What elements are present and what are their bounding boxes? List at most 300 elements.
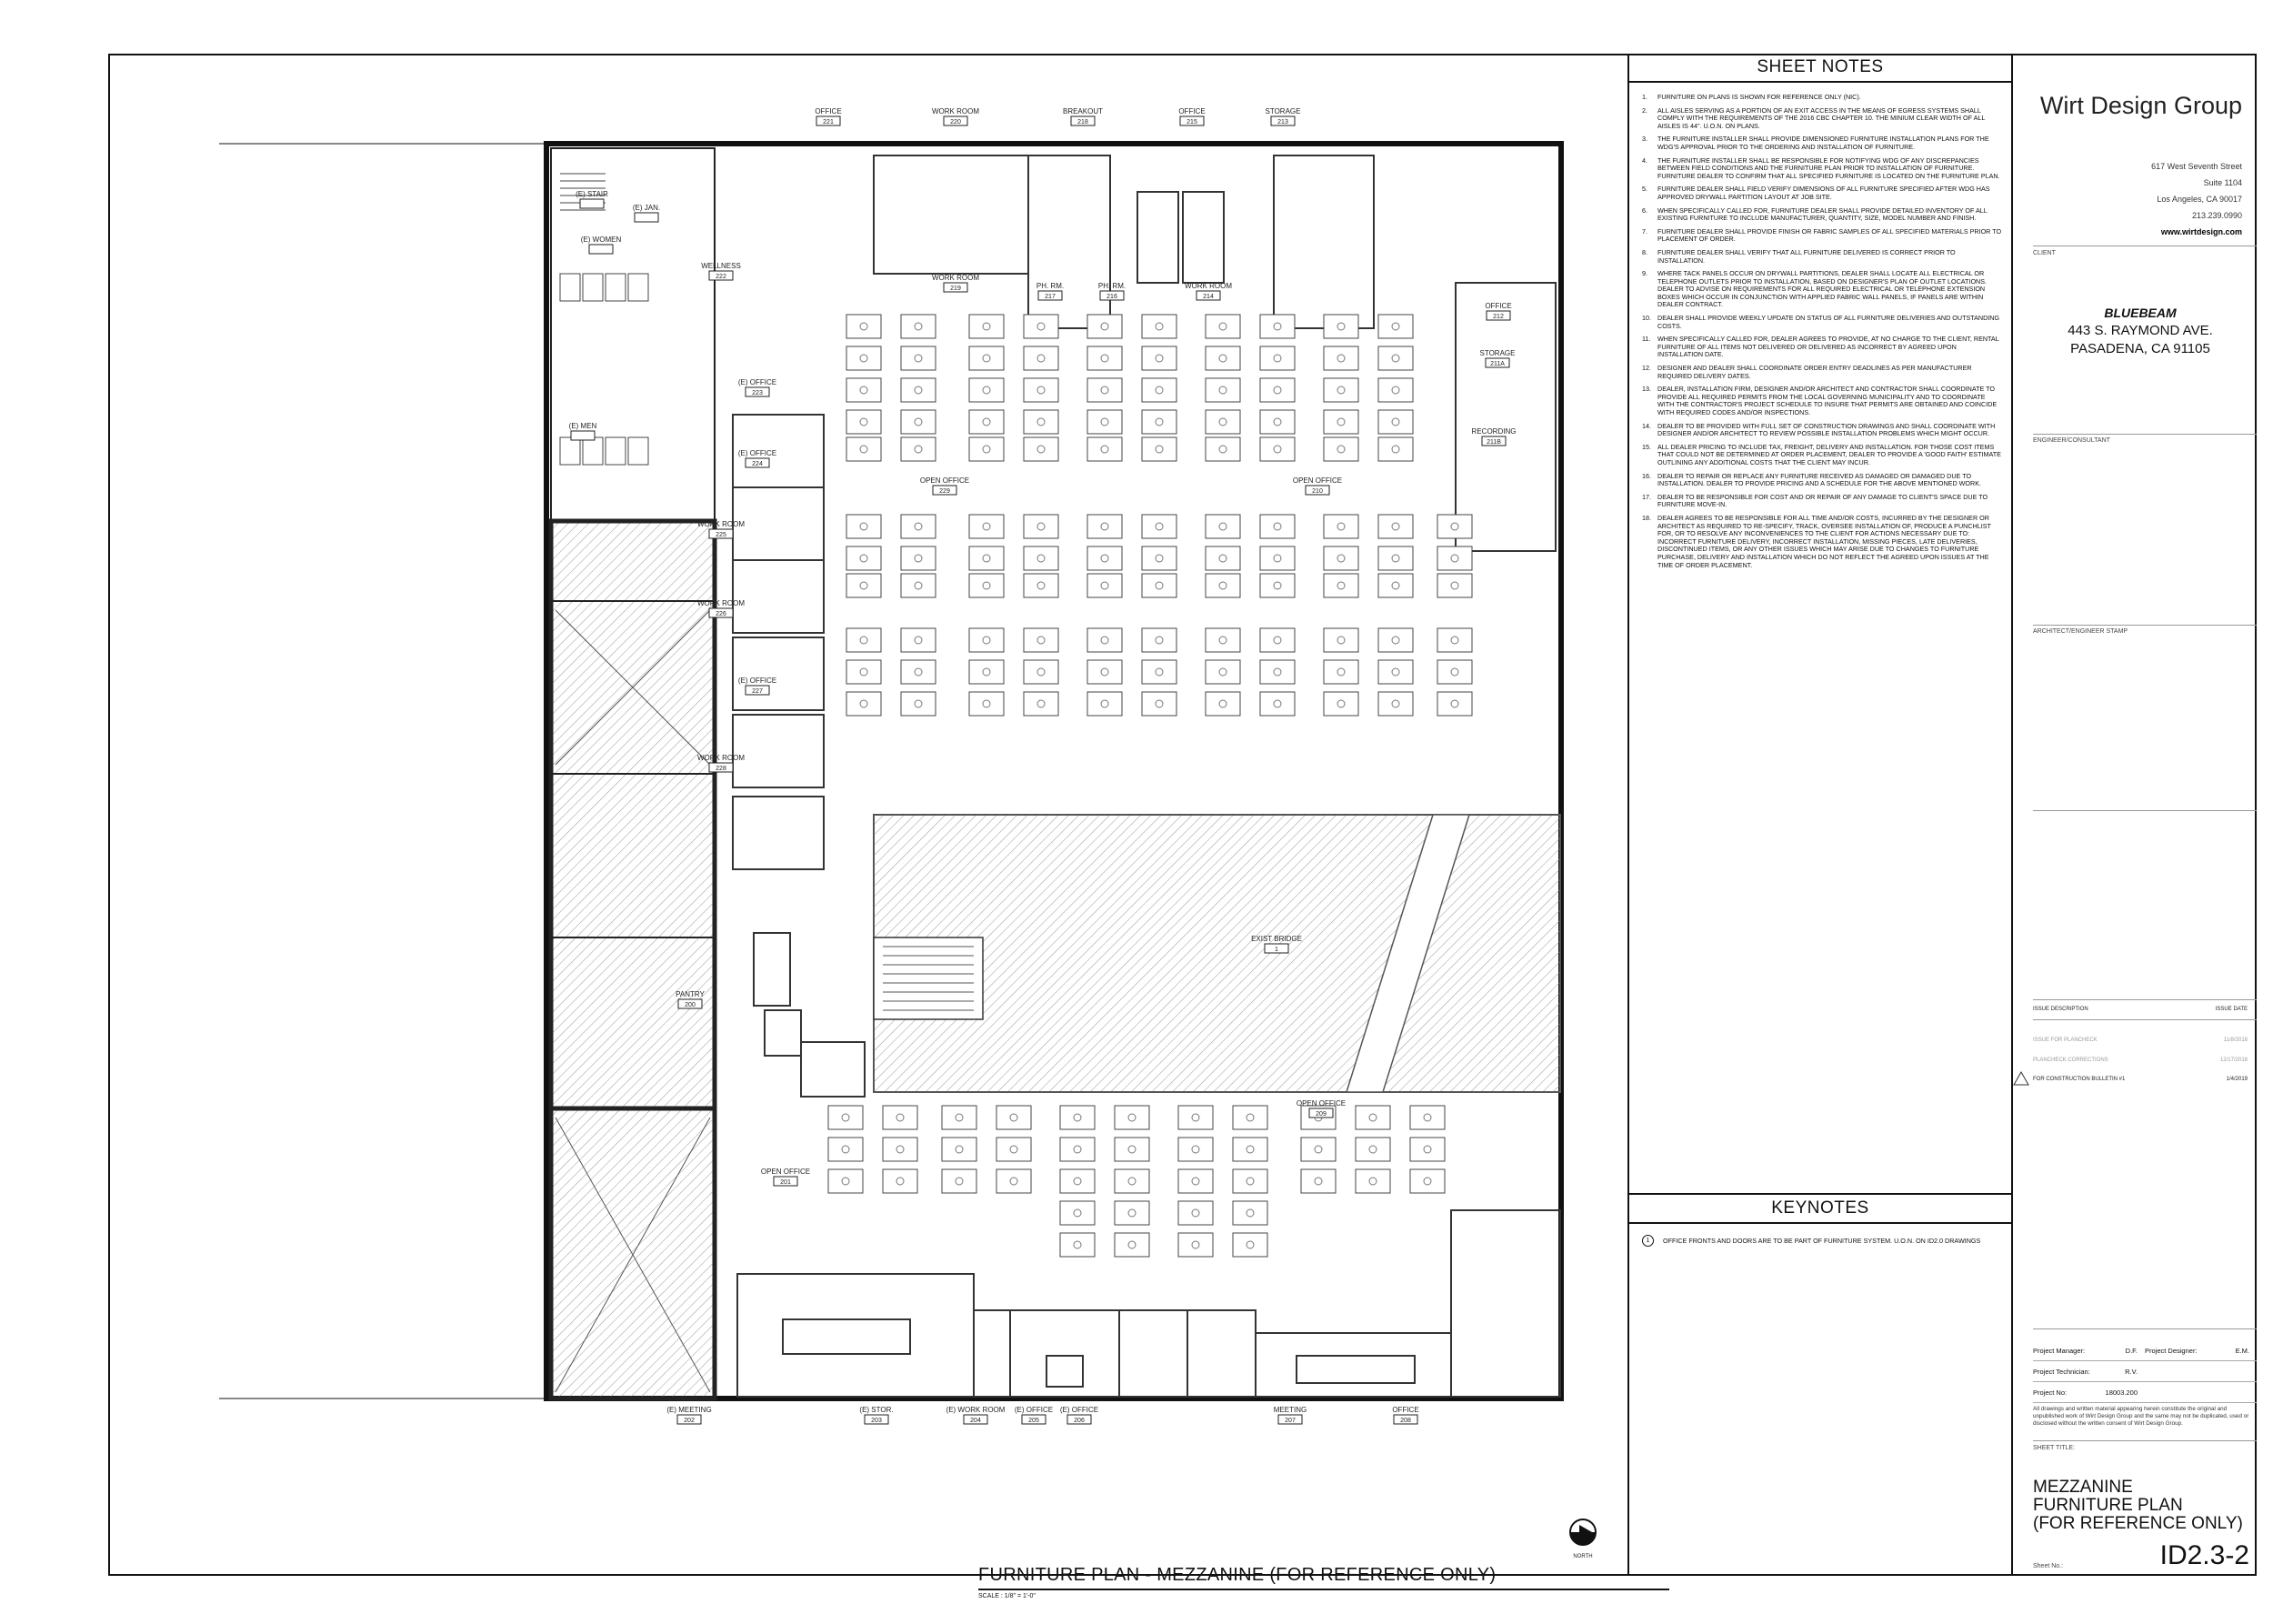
note-text: THE FURNITURE INSTALLER SHALL PROVIDE DIMENSIONED FURNITURE INSTALLATION PLANS FOR THE WDG'S APPROVAL PRIOR TO THE ORDERING AND INSTALLATION OF FURNITURE. xyxy=(1657,135,1989,151)
pno-value: 18003.200 xyxy=(2105,1388,2138,1397)
note-number: 12. xyxy=(1642,364,1651,373)
firm-name: Wirt Design Group xyxy=(2039,92,2242,119)
workstation xyxy=(1142,346,1177,370)
workstation xyxy=(1024,437,1058,461)
room-number-box xyxy=(635,213,658,222)
issue-desc-label: ISSUE DESCRIPTION xyxy=(2033,1007,2088,1012)
workstation xyxy=(1378,410,1413,434)
pd-value: E.M. xyxy=(2235,1346,2249,1355)
note-number: 16. xyxy=(1642,471,1651,480)
workstation xyxy=(1233,1138,1267,1161)
workstation xyxy=(1260,315,1295,338)
workstation xyxy=(1060,1106,1095,1129)
room-number: 223 xyxy=(752,390,763,396)
note-number: 17. xyxy=(1642,492,1651,501)
pantry-core xyxy=(754,933,865,1097)
project-info-table xyxy=(2033,1340,2257,1403)
workstation xyxy=(969,515,1004,538)
workstation xyxy=(1178,1169,1213,1193)
workstation xyxy=(1178,1233,1213,1257)
workstation xyxy=(1060,1138,1095,1161)
sheet-title-line: MEZZANINE xyxy=(2033,1478,2133,1497)
room-name: WELLNESS xyxy=(701,262,741,270)
room-name: WORK ROOM xyxy=(697,754,745,762)
workstation xyxy=(883,1169,917,1193)
workstation xyxy=(1142,315,1177,338)
project-row xyxy=(2033,1340,2257,1361)
workstation xyxy=(1378,346,1413,370)
sheet-note-item xyxy=(1642,386,2002,416)
note-number: 5. xyxy=(1642,185,1647,194)
room-number: 217 xyxy=(1045,294,1056,300)
workstation xyxy=(1087,546,1122,570)
note-text: DEALER TO BE RESPONSIBLE FOR COST AND OR REPAIR OF ANY DAMAGE TO CLIENT'S SPACE DUE TO FURNITURE MOVE-IN. xyxy=(1657,492,1988,509)
north-label: NORTH xyxy=(1573,1554,1593,1559)
room-name: WORK ROOM xyxy=(1185,282,1232,290)
issue-row xyxy=(2033,1038,2248,1043)
workstation xyxy=(969,437,1004,461)
room-number: 211A xyxy=(1490,361,1505,367)
workstation xyxy=(1410,1169,1445,1193)
issue-desc: ISSUE FOR PLANCHECK xyxy=(2033,1038,2098,1043)
room-number: 204 xyxy=(970,1418,981,1424)
workstation-clusters xyxy=(828,315,1472,1257)
workstation xyxy=(901,315,936,338)
workstation xyxy=(1324,546,1358,570)
room-tag xyxy=(1472,427,1517,446)
room-tag xyxy=(761,1168,810,1186)
workstation xyxy=(1024,410,1058,434)
room-number: 228 xyxy=(716,766,726,772)
note-number: 9. xyxy=(1642,269,1647,278)
room-name: (E) JAN. xyxy=(632,204,661,212)
workstation xyxy=(846,692,881,716)
room-tag xyxy=(815,107,841,125)
room-name: WORK ROOM xyxy=(932,274,979,282)
room-name: WORK ROOM xyxy=(697,599,745,607)
workstation xyxy=(1437,515,1472,538)
note-number: 1. xyxy=(1642,93,1647,101)
room-number: 209 xyxy=(1316,1111,1327,1118)
room-tag xyxy=(946,1406,1006,1424)
room-tag xyxy=(1063,107,1103,125)
room-name: (E) OFFICE xyxy=(737,677,777,685)
workstation xyxy=(1324,315,1358,338)
room-name: MEETING xyxy=(1273,1406,1307,1414)
room-tag xyxy=(1098,282,1126,300)
stamp-label: ARCHITECT/ENGINEER STAMP xyxy=(2033,628,2128,635)
room-tag xyxy=(1485,302,1511,320)
note-text: FURNITURE ON PLANS IS SHOWN FOR REFERENCE ONLY (NIC). xyxy=(1657,93,1861,101)
room-tag xyxy=(932,274,979,292)
note-number: 13. xyxy=(1642,385,1651,394)
room-tag xyxy=(1036,282,1064,300)
left-offices xyxy=(733,415,824,869)
workstation xyxy=(1206,574,1240,597)
room-name: WORK ROOM xyxy=(697,520,745,528)
room-tag xyxy=(920,476,969,495)
workstation xyxy=(1410,1106,1445,1129)
note-text: WHEN SPECIFICALLY CALLED FOR, FURNITURE DEALER SHALL PROVIDE DETAILED INVENTORY OF ALL EXISTING FURNITURE TO INCLUDE MANUFACTURER, QUANTITY, SIZE, MODEL NUMBER AND FINISH. xyxy=(1657,206,1988,223)
workstation xyxy=(828,1138,863,1161)
workstation xyxy=(1233,1233,1267,1257)
workstation xyxy=(1206,660,1240,684)
issue-header xyxy=(2033,1007,2248,1012)
room-name: OFFICE xyxy=(1485,302,1512,310)
room-tag xyxy=(738,378,776,396)
workstation xyxy=(1260,515,1295,538)
room-tag xyxy=(1178,107,1205,125)
note-number: 6. xyxy=(1642,206,1647,215)
workstation xyxy=(1260,628,1295,652)
room-name: (E) STAIR xyxy=(576,190,608,198)
sheet-note-item xyxy=(1642,315,2002,330)
note-text: WHEN SPECIFICALLY CALLED FOR, DEALER AGREES TO PROVIDE, AT NO CHARGE TO THE CLIENT, RENTAL FURNITURE OF ALL ITEMS NOT DELIVERED OR DELIVERED AS INCORRECT BY AGREED UPON INSTALLATION DATE. xyxy=(1657,335,1999,359)
note-text: ALL DEALER PRICING TO INCLUDE TAX, FREIGHT, DELIVERY AND INSTALLATION. FOR THOSE COST ITEMS THAT COULD NOT BE DETERMINED AT ORDER PLACEMENT, DEALER TO PROVIDE A 'GOOD FAITH' ESTIMATE OUTLINING ANY ADDITIONAL COSTS THAT THE CLIENT MAY INCUR. xyxy=(1657,442,2001,466)
workstation xyxy=(1060,1169,1095,1193)
workstation xyxy=(1260,437,1295,461)
room-number: 218 xyxy=(1077,119,1088,125)
workstation xyxy=(1024,692,1058,716)
room-tag xyxy=(576,190,608,208)
workstation xyxy=(1115,1138,1149,1161)
workstation xyxy=(1378,437,1413,461)
workstation xyxy=(969,628,1004,652)
room-number: 201 xyxy=(780,1179,791,1186)
workstation xyxy=(1087,315,1122,338)
workstation xyxy=(1142,437,1177,461)
room-number: 222 xyxy=(716,274,726,280)
room-tag xyxy=(1185,282,1232,300)
room-number: 224 xyxy=(752,461,763,467)
room-tag xyxy=(633,204,660,222)
sheet-note-item xyxy=(1642,336,2002,359)
floor-plan-drawing xyxy=(110,55,1627,1574)
workstation xyxy=(1115,1233,1149,1257)
room-tag xyxy=(1015,1406,1053,1424)
note-text: FURNITURE DEALER SHALL VERIFY THAT ALL FURNITURE DELIVERED IS CORRECT PRIOR TO INSTALLATION. xyxy=(1657,247,1956,265)
workstation xyxy=(883,1138,917,1161)
workstation xyxy=(1060,1201,1095,1225)
workstation xyxy=(846,660,881,684)
issue-date-label: ISSUE DATE xyxy=(2215,1007,2248,1012)
workstation xyxy=(846,315,881,338)
workstation xyxy=(1206,692,1240,716)
sheet-note-item xyxy=(1642,228,2002,244)
workstation xyxy=(1115,1169,1149,1193)
workstation xyxy=(846,437,881,461)
divider xyxy=(2033,1019,2257,1020)
room-number-box xyxy=(589,245,613,254)
divider xyxy=(2033,434,2257,435)
room-tag xyxy=(1274,1406,1307,1424)
sheet-number: ID2.3-2 xyxy=(2159,1540,2249,1570)
workstation xyxy=(1087,660,1122,684)
client-label: CLIENT xyxy=(2033,250,2056,256)
room-name: STORAGE xyxy=(1479,349,1516,357)
note-text: WHERE TACK PANELS OCCUR ON DRYWALL PARTITIONS, DEALER SHALL LOCATE ALL ELECTRICAL OR TELEPHONE OUTLETS PRIOR TO INSTALLATION, BASED ON DESIGNER'S PLAN OF OUTLET LOCATIONS. DEALER TO ADVISE ON REQUIREMENTS FOR ALL REQUIRED ELECTRICAL OR TELEPHONE EXTENSION BOXES WHICH OCCUR IN CONJUNCTION WITH APPLIED FABRIC WALL PANELS, IF PANELS ARE WITHIN DEALER CONTRACT. xyxy=(1657,269,1988,309)
workstation xyxy=(1324,378,1358,402)
workstation xyxy=(1024,346,1058,370)
workstation xyxy=(1024,515,1058,538)
plan-title-underline xyxy=(978,1589,1669,1590)
issue-desc: FOR CONSTRUCTION BULLETIN #1 xyxy=(2033,1077,2126,1082)
room-tag xyxy=(666,1406,711,1424)
workstation xyxy=(1356,1138,1390,1161)
room-tag xyxy=(1480,349,1516,367)
workstation xyxy=(996,1106,1031,1129)
workstation xyxy=(1087,574,1122,597)
workstation xyxy=(1024,546,1058,570)
workstation xyxy=(1260,660,1295,684)
workstation xyxy=(1410,1138,1445,1161)
keynote-number: 1 xyxy=(1642,1235,1654,1247)
workstation xyxy=(969,660,1004,684)
room-tag xyxy=(1266,107,1301,125)
workstation xyxy=(1142,574,1177,597)
workstation xyxy=(969,410,1004,434)
workstation xyxy=(1115,1106,1149,1129)
room-number: 226 xyxy=(716,611,726,617)
workstation xyxy=(901,660,936,684)
room-number: 227 xyxy=(752,688,763,695)
pm-value: D.F. xyxy=(2125,1346,2138,1355)
room-number: 205 xyxy=(1028,1418,1039,1424)
room-number: 208 xyxy=(1400,1418,1411,1424)
note-number: 3. xyxy=(1642,135,1647,144)
workstation xyxy=(942,1169,976,1193)
workstation xyxy=(1378,515,1413,538)
workstation xyxy=(1206,546,1240,570)
client-address-2: PASADENA, CA 91105 xyxy=(2070,341,2210,356)
workstation xyxy=(1178,1106,1213,1129)
room-name: BREAKOUT xyxy=(1062,107,1104,115)
client-info xyxy=(2033,304,2248,358)
workstation xyxy=(883,1106,917,1129)
sheet-note-item xyxy=(1642,270,2002,309)
room-name: STORAGE xyxy=(1265,107,1301,115)
note-text: THE FURNITURE INSTALLER SHALL BE RESPONSIBLE FOR NOTIFYING WDG OF ANY DISCREPANCIES BETWEEN FIELD CONDITIONS AND THE FURNITURE PLAN PRIOR TO INSTALLATION OF FURNITURE. FURNITURE DEALER TO CONFIRM THAT ALL SPECIFIED FURNITURE IS LOCATED ON THE FURNITURE PLAN. xyxy=(1657,155,2000,180)
room-tag xyxy=(1293,476,1342,495)
room-number-box xyxy=(580,199,604,208)
workstation xyxy=(969,546,1004,570)
sheet-note-item xyxy=(1642,207,2002,223)
room-number: 207 xyxy=(1285,1418,1296,1424)
workstation xyxy=(1142,410,1177,434)
room-name: OPEN OFFICE xyxy=(760,1168,811,1176)
workstation xyxy=(1378,315,1413,338)
disclaimer: All drawings and written material appearing herein constitute the original and unpublished work of Wirt Design Group and the same may not be duplicated, used or disclosed without the written consent of Wirt Design Group. xyxy=(2033,1406,2249,1427)
room-tag xyxy=(1060,1406,1098,1424)
workstation xyxy=(1260,692,1295,716)
note-text: DEALER TO REPAIR OR REPLACE ANY FURNITURE RECEIVED AS DAMAGED OR DAMAGED DUE TO INSTALLATION. DEALER TO PROVIDE PRICING AND A SCHEDULE FOR THE ABOVE MENTIONED WORK. xyxy=(1657,471,1981,488)
note-text: FURNITURE DEALER SHALL FIELD VERIFY DIMENSIONS OF ALL FURNITURE SPECIFIED AFTER WDG HAS APPROVED DRYWALL PARTITION LAYOUT AT JOB SITE. xyxy=(1657,185,1990,201)
room-number: 229 xyxy=(939,488,950,495)
note-number: 7. xyxy=(1642,226,1647,236)
workstation xyxy=(1206,315,1240,338)
left-core xyxy=(551,148,715,1398)
note-text: ALL AISLES SERVING AS A PORTION OF AN EXIT ACCESS IN THE MEANS OF EGRESS SYSTEMS SHALL COMPLY WITH THE REQUIREMENTS OF THE 2016 CBC CHAPTER 10. THE MINIUM CLEAR WIDTH OF ALL AISLES IS 44". U.O.N. ON PLANS. xyxy=(1657,105,1986,130)
room-tag xyxy=(569,422,597,440)
floor-plan xyxy=(110,55,1627,1599)
workstation xyxy=(1437,574,1472,597)
workstation xyxy=(1024,574,1058,597)
workstation xyxy=(1324,628,1358,652)
workstation xyxy=(1087,628,1122,652)
workstation xyxy=(1324,515,1358,538)
project-row xyxy=(2033,1382,2257,1403)
note-number: 8. xyxy=(1642,247,1647,256)
sheet-note-item xyxy=(1642,135,2002,151)
room-name: EXIST BRIDGE xyxy=(1251,935,1302,943)
room-name: (E) WORK ROOM xyxy=(946,1406,1006,1414)
client-name: BLUEBEAM xyxy=(2104,306,2177,320)
issue-date: 12/17/2018 xyxy=(2219,1058,2248,1063)
workstation xyxy=(846,515,881,538)
workstation xyxy=(828,1169,863,1193)
room-number: 225 xyxy=(716,532,726,538)
workstation xyxy=(901,628,936,652)
workstation xyxy=(1024,628,1058,652)
sheet-note-item xyxy=(1642,365,2002,380)
room-name: PANTRY xyxy=(676,990,705,998)
project-row xyxy=(2033,1361,2257,1382)
room-name: (E) OFFICE xyxy=(1014,1406,1054,1414)
workstation xyxy=(1260,410,1295,434)
workstation xyxy=(1260,378,1295,402)
keynotes-title: KEYNOTES xyxy=(1629,1193,2011,1224)
workstation xyxy=(901,574,936,597)
workstation xyxy=(846,628,881,652)
workstation xyxy=(1142,546,1177,570)
room-name: OFFICE xyxy=(1178,107,1206,115)
workstation xyxy=(1437,628,1472,652)
divider xyxy=(2033,625,2257,626)
sheet-title-label: SHEET TITLE: xyxy=(2033,1445,2076,1451)
room-number: 221 xyxy=(823,119,834,125)
room-tag xyxy=(738,449,776,467)
workstation xyxy=(1378,546,1413,570)
workstation xyxy=(1324,410,1358,434)
room-number: 202 xyxy=(684,1418,695,1424)
sheet-title-line: (FOR REFERENCE ONLY) xyxy=(2033,1514,2243,1533)
workstation xyxy=(1260,546,1295,570)
issue-row xyxy=(2033,1058,2248,1063)
sheet-note-item xyxy=(1642,494,2002,509)
workstation xyxy=(1024,378,1058,402)
note-text: DEALER AGREES TO BE RESPONSIBLE FOR ALL TIME AND/OR COSTS, INCURRED BY THE DESIGNER OR ARCHITECT AS REQUIRED TO RE-SPECIFY, TRACK, OVERSEE INSTALLATION OF, PRODUCE A PUNCHLIST FOR, OR TO RESOLVE ANY INCONVENIENCES TO THE CLIENT FOR ACTIONS NECESSARY DUE TO: INCORRECT FURNITURE DELIVERY, INCORRECT INSTALLATION, MISSING PIECES, LATE DELIVERIES, DISCONTINUED ITEMS, OR ANY OTHER ISSUES WHICH MAY ARISE DUE TO CHANGES TO FURNITURE PURCHASE, DELIVERY AND INSTALLATION WHICH DO NOT REFLECT THE AGREED UPON ISSUES AT THE TIME OF ORDER PLACEMENT. xyxy=(1657,513,1991,569)
room-tag xyxy=(1392,1406,1418,1424)
keynotes-section xyxy=(1629,1193,2011,1258)
sheet-note-item xyxy=(1642,444,2002,467)
title-block xyxy=(2013,54,2257,1576)
room-name: (E) OFFICE xyxy=(1059,1406,1099,1414)
workstation xyxy=(996,1169,1031,1193)
room-tag xyxy=(581,236,622,254)
room-number: 206 xyxy=(1074,1418,1085,1424)
note-number: 4. xyxy=(1642,155,1647,165)
workstation xyxy=(969,574,1004,597)
workstation xyxy=(846,546,881,570)
workstation xyxy=(1260,346,1295,370)
room-name: OFFICE xyxy=(1392,1406,1419,1414)
room-tag xyxy=(676,990,705,1008)
room-number: 216 xyxy=(1106,294,1117,300)
room-number: 212 xyxy=(1493,314,1504,320)
room-number: 219 xyxy=(950,286,961,292)
workstation xyxy=(1206,378,1240,402)
room-number: 203 xyxy=(871,1418,882,1424)
sheet-note-item xyxy=(1642,423,2002,438)
workstation xyxy=(1087,346,1122,370)
room-number: 215 xyxy=(1187,119,1197,125)
note-number: 18. xyxy=(1642,513,1651,522)
sheet-title-line: FURNITURE PLAN xyxy=(2033,1496,2183,1515)
open-to-below xyxy=(874,815,1560,1092)
pm-label: Project Manager: xyxy=(2033,1346,2086,1355)
address-line: 617 West Seventh Street xyxy=(2151,162,2242,171)
room-number: 1 xyxy=(1275,947,1278,953)
workstation xyxy=(1142,515,1177,538)
workstation xyxy=(1437,546,1472,570)
room-number: 211B xyxy=(1487,439,1501,446)
workstation xyxy=(1356,1169,1390,1193)
website-link[interactable]: www.wirtdesign.com xyxy=(2160,227,2242,236)
exterior-walls xyxy=(219,144,1561,1398)
client-address-1: 443 S. RAYMOND AVE. xyxy=(2068,323,2213,338)
workstation xyxy=(1024,660,1058,684)
workstation xyxy=(901,378,936,402)
note-text: DEALER SHALL PROVIDE WEEKLY UPDATE ON STATUS OF ALL FURNITURE DELIVERIES AND OUTSTANDING COSTS. xyxy=(1657,314,2000,330)
workstation xyxy=(1087,378,1122,402)
issue-date: 11/8/2018 xyxy=(2223,1038,2248,1043)
sheet-note-item xyxy=(1642,185,2002,201)
room-name: (E) STOR. xyxy=(859,1406,894,1414)
issue-row xyxy=(2033,1077,2248,1082)
workstation xyxy=(901,410,936,434)
room-tag xyxy=(738,677,776,695)
workstation xyxy=(1087,515,1122,538)
divider xyxy=(2033,810,2257,811)
room-name: OFFICE xyxy=(815,107,842,115)
workstation xyxy=(1233,1169,1267,1193)
workstation xyxy=(846,574,881,597)
workstation xyxy=(1142,378,1177,402)
workstation xyxy=(901,692,936,716)
divider xyxy=(2033,1440,2257,1441)
workstation xyxy=(846,378,881,402)
sheet-note-item xyxy=(1642,515,2002,569)
phone: 213.239.0990 xyxy=(2191,211,2242,220)
sheet-no-label: Sheet No.: xyxy=(2033,1563,2064,1569)
workstation xyxy=(846,346,881,370)
workstation xyxy=(1206,515,1240,538)
workstation xyxy=(828,1106,863,1129)
workstation xyxy=(1206,410,1240,434)
workstation xyxy=(1115,1201,1149,1225)
room-number-box xyxy=(571,431,595,440)
workstation xyxy=(969,315,1004,338)
divider xyxy=(2033,999,2257,1000)
address-line: Suite 1104 xyxy=(2203,178,2242,187)
issue-date: 1/4/2019 xyxy=(2226,1077,2248,1082)
workstation xyxy=(1324,692,1358,716)
room-name: (E) WOMEN xyxy=(580,236,622,244)
room-tag xyxy=(859,1406,893,1424)
workstation xyxy=(1301,1138,1336,1161)
north-arrow-icon xyxy=(1570,1519,1596,1545)
workstation xyxy=(942,1106,976,1129)
